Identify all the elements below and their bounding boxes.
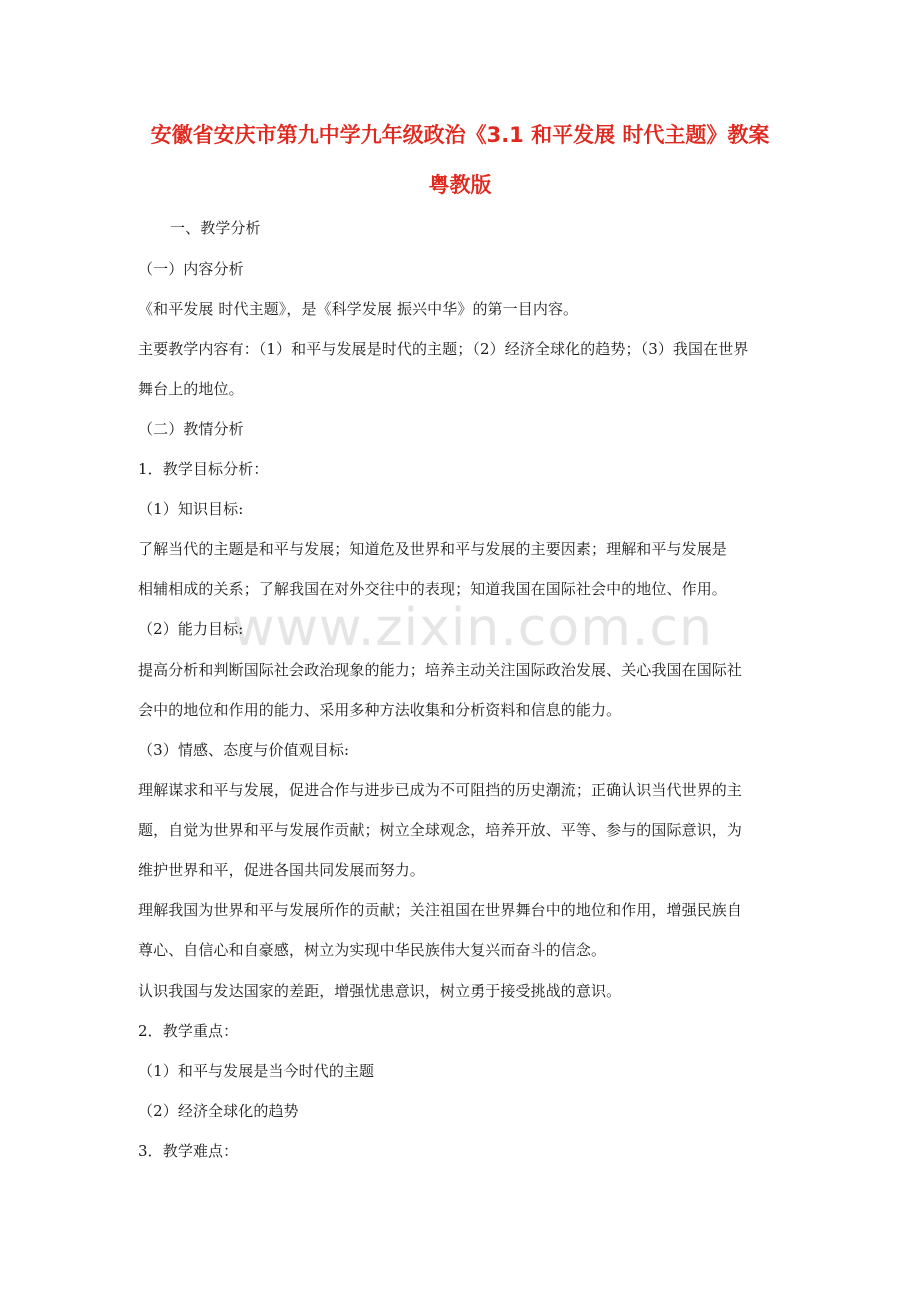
list-item: （1）和平与发展是当今时代的主题 (138, 1062, 375, 1080)
paragraph-line: 主要教学内容有：（1）和平与发展是时代的主题；（2）经济全球化的趋势；（3）我国在世界 (138, 340, 749, 358)
watermark: www.zixin.com.cn (232, 598, 713, 658)
list-item: （2）经济全球化的趋势 (138, 1102, 299, 1120)
paragraph-line: 会中的地位和作用的能力、采用多种方法收集和分析资料和信息的能力。 (138, 701, 622, 719)
paragraph-line: 了解当代的主题是和平与发展；知道危及世界和平与发展的主要因素；理解和平与发展是 (138, 540, 727, 558)
paragraph-line: 相辅相成的关系；了解我国在对外交往中的表现；知道我国在国际社会中的地位、作用。 (138, 580, 727, 598)
paragraph-line: 题，自觉为世界和平与发展作贡献；树立全球观念，培养开放、平等、参与的国际意识，为 (138, 821, 743, 839)
section-heading: 一、教学分析 (170, 219, 261, 237)
paragraph-line: 《和平发展 时代主题》，是《科学发展 振兴中华》的第一目内容。 (138, 300, 579, 318)
document-title-line-1: 安徽省安庆市第九中学九年级政治《3.1 和平发展 时代主题》教案 (150, 123, 770, 147)
objective-heading: （1）知识目标: (138, 500, 244, 518)
subsection-heading: （二）教情分析 (138, 420, 244, 438)
objective-heading: （3）情感、态度与价值观目标: (138, 741, 350, 759)
paragraph-line: 尊心、自信心和自豪感，树立为实现中华民族伟大复兴而奋斗的信念。 (138, 941, 607, 959)
objective-heading: （2）能力目标: (138, 620, 244, 638)
paragraph-line: 舞台上的地位。 (138, 380, 244, 398)
paragraph-line: 提高分析和判断国际社会政治现象的能力；培养主动关注国际政治发展、关心我国在国际社 (138, 661, 743, 679)
paragraph-line: 维护世界和平，促进各国共同发展而努力。 (138, 861, 425, 879)
document-title-line-2: 粤教版 (428, 173, 492, 197)
paragraph-line: 认识我国与发达国家的差距，增强忧患意识，树立勇于接受挑战的意识。 (138, 982, 622, 1000)
paragraph-line: 理解谋求和平与发展，促进合作与进步已成为不可阻挡的历史潮流；正确认识当代世界的主 (138, 781, 743, 799)
numbered-heading: 2．教学重点： (138, 1022, 239, 1040)
numbered-heading: 3．教学难点： (138, 1142, 239, 1160)
numbered-heading: 1．教学目标分析： (138, 460, 269, 478)
subsection-heading: （一）内容分析 (138, 260, 244, 278)
paragraph-line: 理解我国为世界和平与发展所作的贡献；关注祖国在世界舞台中的地位和作用，增强民族自 (138, 901, 743, 919)
